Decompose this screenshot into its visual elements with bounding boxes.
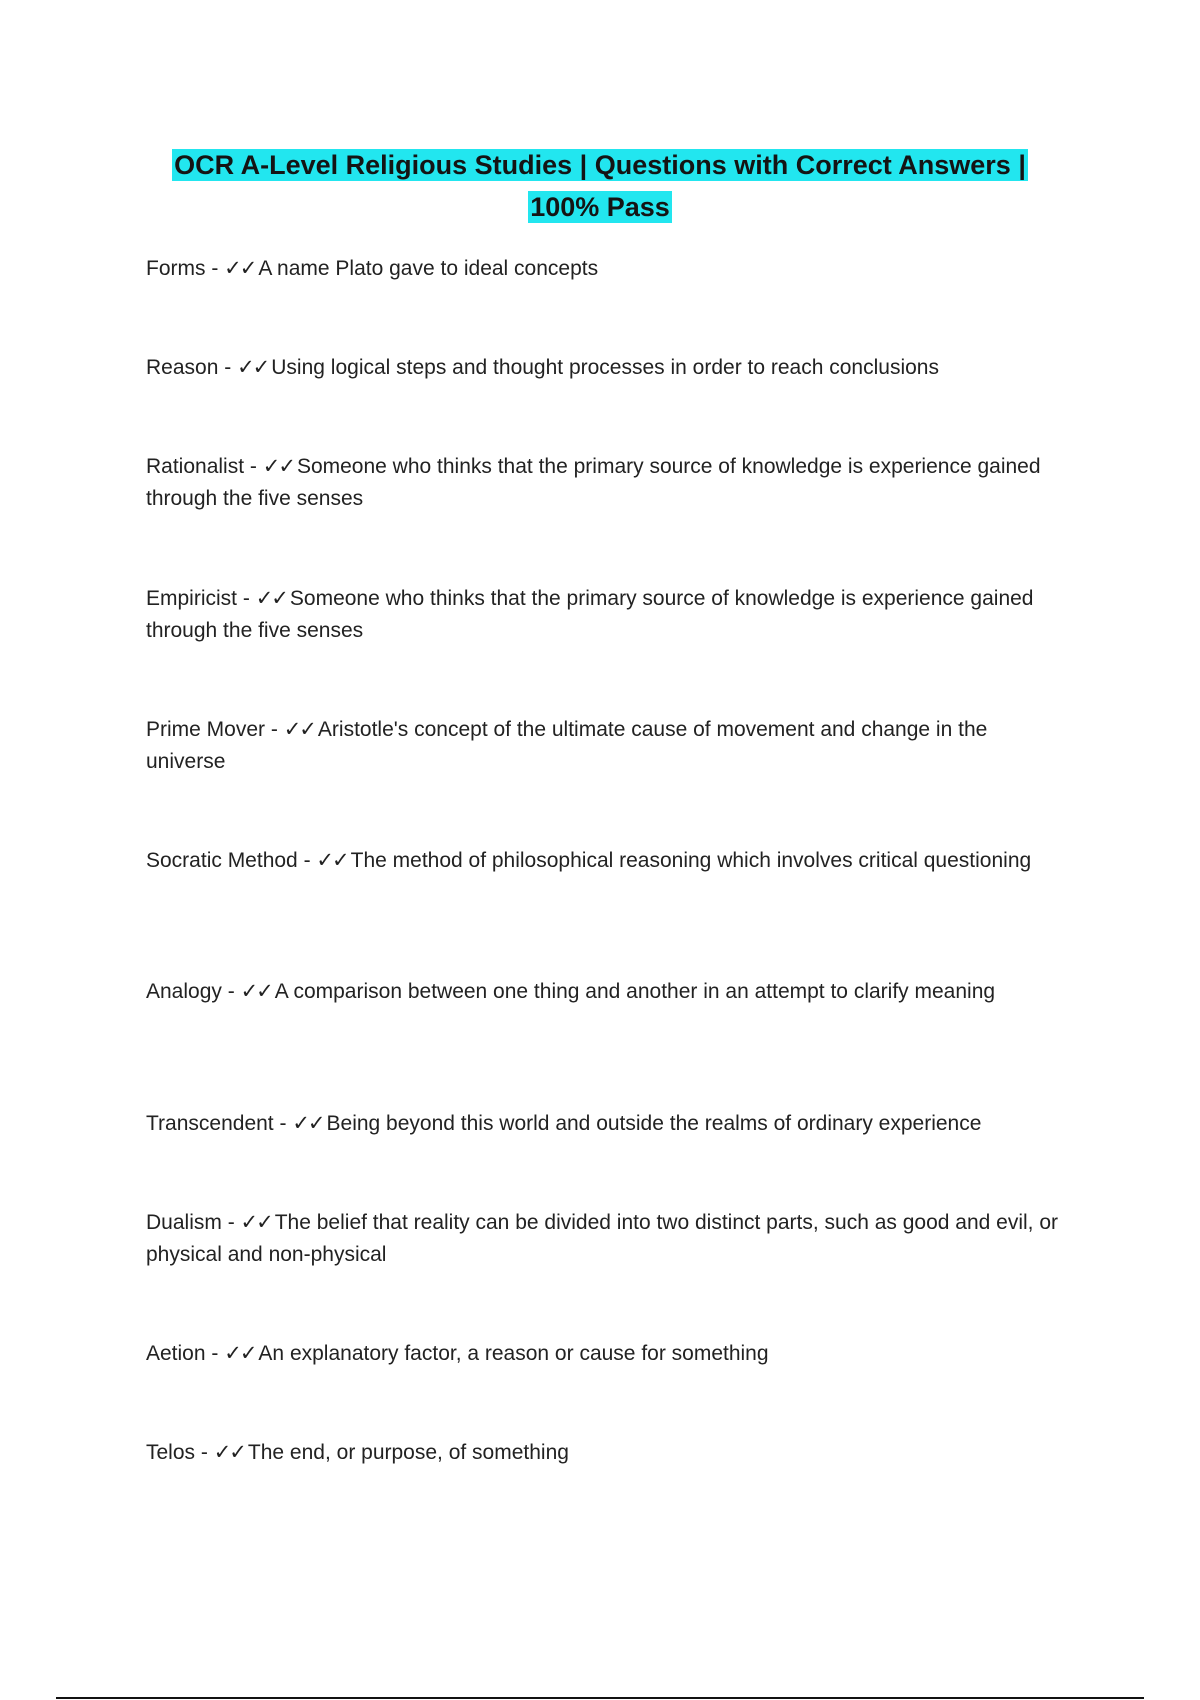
entry-separator: - xyxy=(218,356,238,379)
list-item xyxy=(146,713,1066,778)
entry-definition: The belief that reality can be divided into two distinct parts, such as good and evil, or physical and non-physical xyxy=(146,1211,1059,1266)
entry-term: Transcendent xyxy=(146,1112,274,1135)
entry-separator: - xyxy=(221,980,241,1003)
double-check-icon: ✓✓ xyxy=(213,1440,245,1464)
bottom-divider xyxy=(56,1697,1144,1699)
entry-term: Reason xyxy=(146,356,219,379)
title-line-2: 100% Pass xyxy=(530,192,670,222)
double-check-icon: ✓✓ xyxy=(237,355,269,379)
entry-definition: A comparison between one thing and another in an attempt to clarify meaning xyxy=(274,980,996,1003)
list-item xyxy=(146,351,939,384)
entry-definition: Someone who thinks that the primary source of knowledge is experience gained through the five senses xyxy=(146,455,1041,510)
entry-term: Aetion xyxy=(146,1342,206,1365)
entry-term: Prime Mover xyxy=(146,718,266,741)
entry-definition: Someone who thinks that the primary source of knowledge is experience gained through the five senses xyxy=(146,587,1034,642)
list-item xyxy=(146,1337,769,1370)
double-check-icon: ✓✓ xyxy=(224,256,256,280)
title-line-1: OCR A-Level Religious Studies | Questions with Correct Answers | xyxy=(174,150,1026,180)
list-item xyxy=(146,1107,981,1140)
entry-term: Telos xyxy=(146,1441,196,1464)
entry-definition: A name Plato gave to ideal concepts xyxy=(258,257,599,280)
double-check-icon: ✓✓ xyxy=(292,1111,324,1135)
list-item xyxy=(146,844,1031,877)
list-item xyxy=(146,450,1066,515)
entry-term: Empiricist xyxy=(146,587,238,610)
entry-definition: The method of philosophical reasoning which involves critical questioning xyxy=(350,849,1032,872)
list-item xyxy=(146,582,1066,647)
entry-separator: - xyxy=(221,1211,241,1234)
list-item xyxy=(146,1206,1066,1271)
list-item xyxy=(146,1436,569,1469)
entry-term: Analogy xyxy=(146,980,222,1003)
entry-term: Socratic Method xyxy=(146,849,298,872)
entry-separator: - xyxy=(273,1112,293,1135)
double-check-icon: ✓✓ xyxy=(240,1210,272,1234)
entry-separator: - xyxy=(205,257,225,280)
entry-term: Rationalist xyxy=(146,455,245,478)
entry-separator: - xyxy=(297,849,317,872)
entry-definition: The end, or purpose, of something xyxy=(247,1441,569,1464)
entry-separator: - xyxy=(265,718,284,741)
document-title xyxy=(130,144,1070,228)
double-check-icon: ✓✓ xyxy=(224,1341,256,1365)
double-check-icon: ✓✓ xyxy=(316,848,348,872)
entry-definition: Aristotle's concept of the ultimate cause of movement and change in the universe xyxy=(146,718,988,773)
entry-definition: An explanatory factor, a reason or cause for something xyxy=(258,1342,769,1365)
double-check-icon: ✓✓ xyxy=(283,717,315,741)
entry-separator: - xyxy=(244,455,263,478)
entry-separator: - xyxy=(195,1441,214,1464)
double-check-icon: ✓✓ xyxy=(262,454,294,478)
entry-definition: Using logical steps and thought processes in order to reach conclusions xyxy=(271,356,939,379)
double-check-icon: ✓✓ xyxy=(255,586,287,610)
entry-definition: Being beyond this world and outside the realms of ordinary experience xyxy=(326,1112,982,1135)
entry-term: Forms xyxy=(146,257,206,280)
list-item xyxy=(146,252,598,285)
double-check-icon: ✓✓ xyxy=(240,979,272,1003)
entry-term: Dualism xyxy=(146,1211,222,1234)
entry-separator: - xyxy=(205,1342,225,1365)
list-item xyxy=(146,975,995,1008)
entry-separator: - xyxy=(237,587,256,610)
